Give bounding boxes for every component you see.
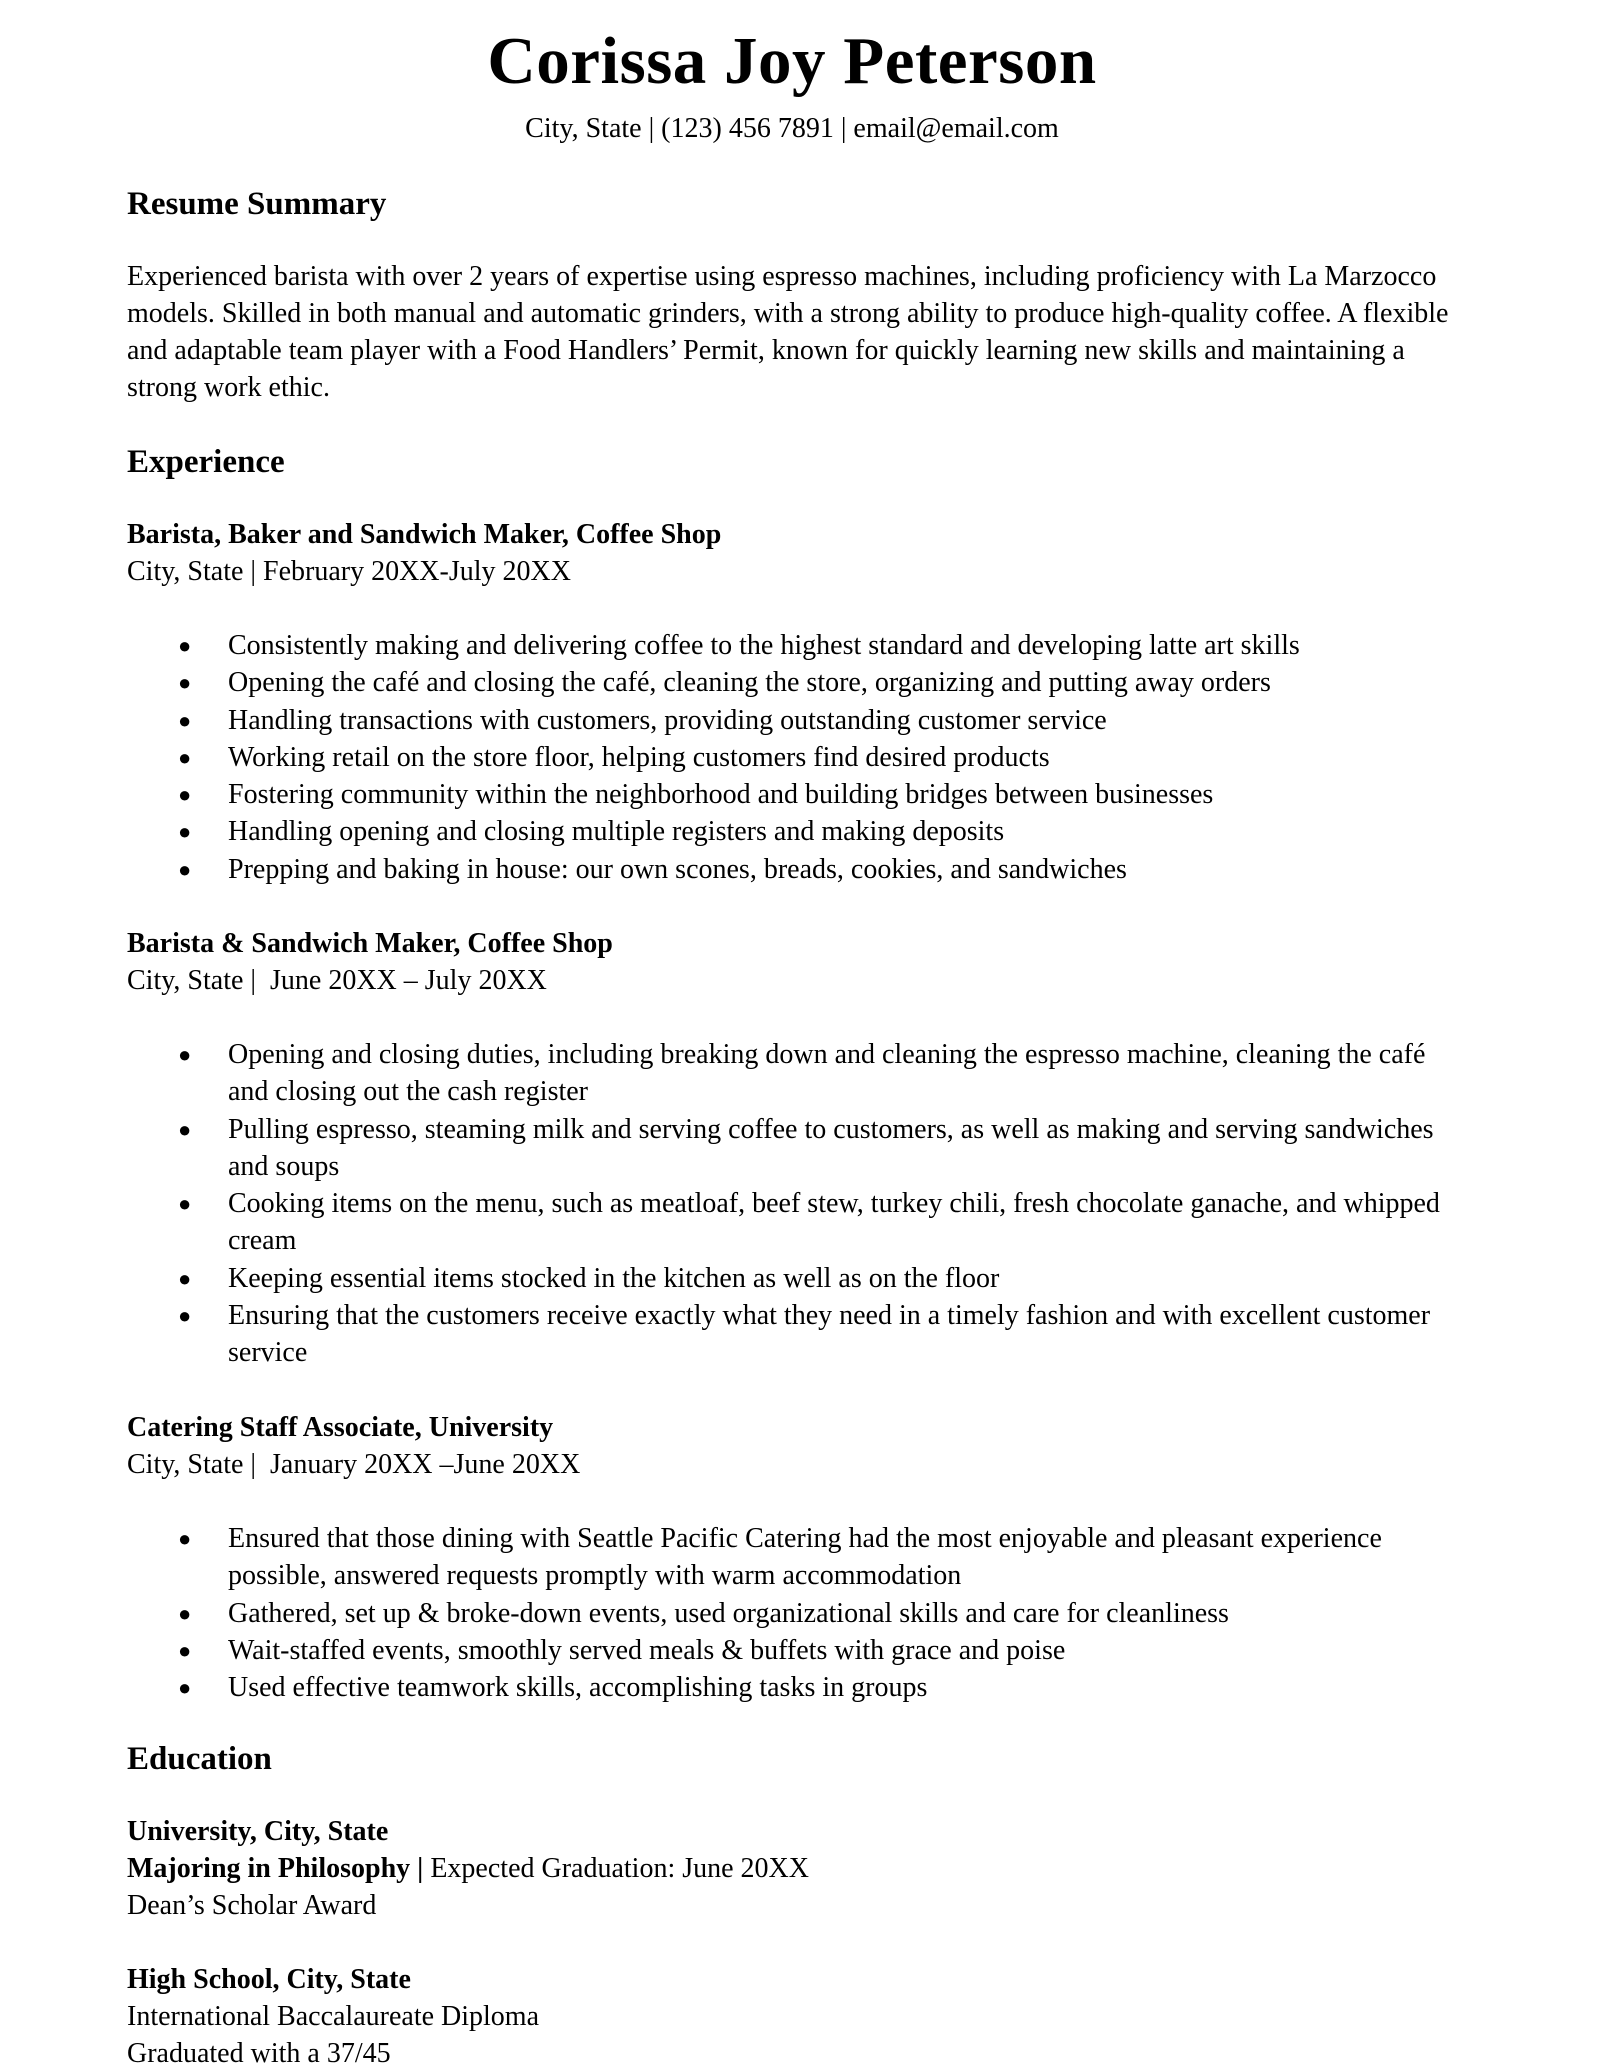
- section-title-education: Education: [127, 1741, 272, 1777]
- summary-text: Experienced barista with over 2 years of expertise using espresso machines, including proficiency with La Marzocco models. Skilled in both manual and automatic grinders, with a strong ability to produce high-quality coffee. A flexible and adaptable team player with a Food Handlers’ Permit, known for quickly learning new skills and maintaining a strong work ethic.: [127, 261, 1449, 403]
- bullet-icon: ●: [178, 1303, 192, 1329]
- list-item: ● Opening and closing duties, including breaking down and cleaning the espresso machine, cleaning the café and closing out the cash register: [127, 1036, 1457, 1111]
- bullet-icon: ●: [178, 819, 192, 845]
- job-bullet-list: [127, 1036, 1457, 1372]
- bullet-icon: ●: [178, 1637, 192, 1663]
- list-item: ● Consistently making and delivering coffee to the highest standard and developing latte art skills: [127, 627, 1457, 664]
- major: Majoring in Philosophy |: [127, 1853, 424, 1884]
- bullet-icon: ●: [178, 1042, 192, 1067]
- expected-graduation: Expected Graduation: June 20XX: [423, 1853, 809, 1884]
- bullet-icon: ●: [178, 1600, 192, 1626]
- list-item: ● Handling transactions with customers, providing outstanding customer service: [127, 702, 1457, 739]
- job-meta: City, State | January 20XX –June 20XX: [127, 1449, 581, 1480]
- bullet-icon: ●: [178, 1675, 192, 1701]
- bullet-icon: ●: [178, 707, 192, 733]
- candidate-name: Corissa Joy Peterson: [487, 24, 1097, 98]
- university-major-line: [127, 1850, 809, 1887]
- high-school-grade: Graduated with a 37/45: [127, 2038, 391, 2069]
- list-item: ● Fostering community within the neighborhood and building bridges between businesses: [127, 776, 1457, 813]
- bullet-icon: ●: [178, 1116, 192, 1142]
- list-item: ● Gathered, set up & broke-down events, used organizational skills and care for cleanliness: [127, 1595, 1457, 1632]
- list-item: ● Working retail on the store floor, helping customers find desired products: [127, 739, 1457, 776]
- bullet-icon: ●: [178, 670, 192, 696]
- list-item: ● Ensured that those dining with Seattle Pacific Catering had the most enjoyable and pleasant experience possible, answered requests promptly with warm accommodation: [127, 1520, 1457, 1595]
- contact-line: City, State | (123) 456 7891 | email@email.com: [525, 113, 1059, 144]
- list-item: ● Pulling espresso, steaming milk and serving coffee to customers, as well as making and serving sandwiches and soups: [127, 1111, 1457, 1186]
- list-item: ● Wait-staffed events, smoothly served meals & buffets with grace and poise: [127, 1632, 1457, 1669]
- job-meta: City, State | June 20XX – July 20XX: [127, 965, 547, 996]
- bullet-icon: ●: [178, 633, 192, 658]
- list-item: ● Opening the café and closing the café, cleaning the store, organizing and putting away orders: [127, 664, 1457, 701]
- bullet-icon: ●: [178, 1265, 192, 1291]
- list-item: ● Keeping essential items stocked in the kitchen as well as on the floor: [127, 1260, 1457, 1297]
- job-title: Catering Staff Associate, University: [127, 1412, 554, 1443]
- bullet-icon: ●: [178, 1191, 192, 1217]
- job-title: Barista, Baker and Sandwich Maker, Coffee Shop: [127, 519, 722, 550]
- university-award: Dean’s Scholar Award: [127, 1890, 377, 1921]
- section-title-experience: Experience: [127, 444, 285, 480]
- list-item: ● Cooking items on the menu, such as meatloaf, beef stew, turkey chili, fresh chocolate ganache, and whipped cream: [127, 1185, 1457, 1260]
- high-school-name: High School, City, State: [127, 1964, 411, 1995]
- university-name: University, City, State: [127, 1816, 389, 1847]
- list-item: ● Ensuring that the customers receive exactly what they need in a timely fashion and with excellent customer service: [127, 1297, 1457, 1372]
- job-bullet-list: [127, 1520, 1457, 1706]
- bullet-icon: ●: [178, 744, 192, 770]
- list-item: ● Handling opening and closing multiple registers and making deposits: [127, 813, 1457, 850]
- job-meta: City, State | February 20XX-July 20XX: [127, 556, 571, 587]
- section-title-summary: Resume Summary: [127, 186, 387, 222]
- job-title: Barista & Sandwich Maker, Coffee Shop: [127, 928, 613, 959]
- high-school-diploma: International Baccalaureate Diploma: [127, 2001, 540, 2032]
- bullet-icon: ●: [178, 782, 192, 808]
- list-item: ● Prepping and baking in house: our own scones, breads, cookies, and sandwiches: [127, 851, 1457, 888]
- bullet-icon: ●: [178, 1526, 192, 1551]
- job-bullet-list: [127, 627, 1457, 888]
- bullet-icon: ●: [178, 856, 192, 882]
- list-item: ● Used effective teamwork skills, accomplishing tasks in groups: [127, 1669, 1457, 1706]
